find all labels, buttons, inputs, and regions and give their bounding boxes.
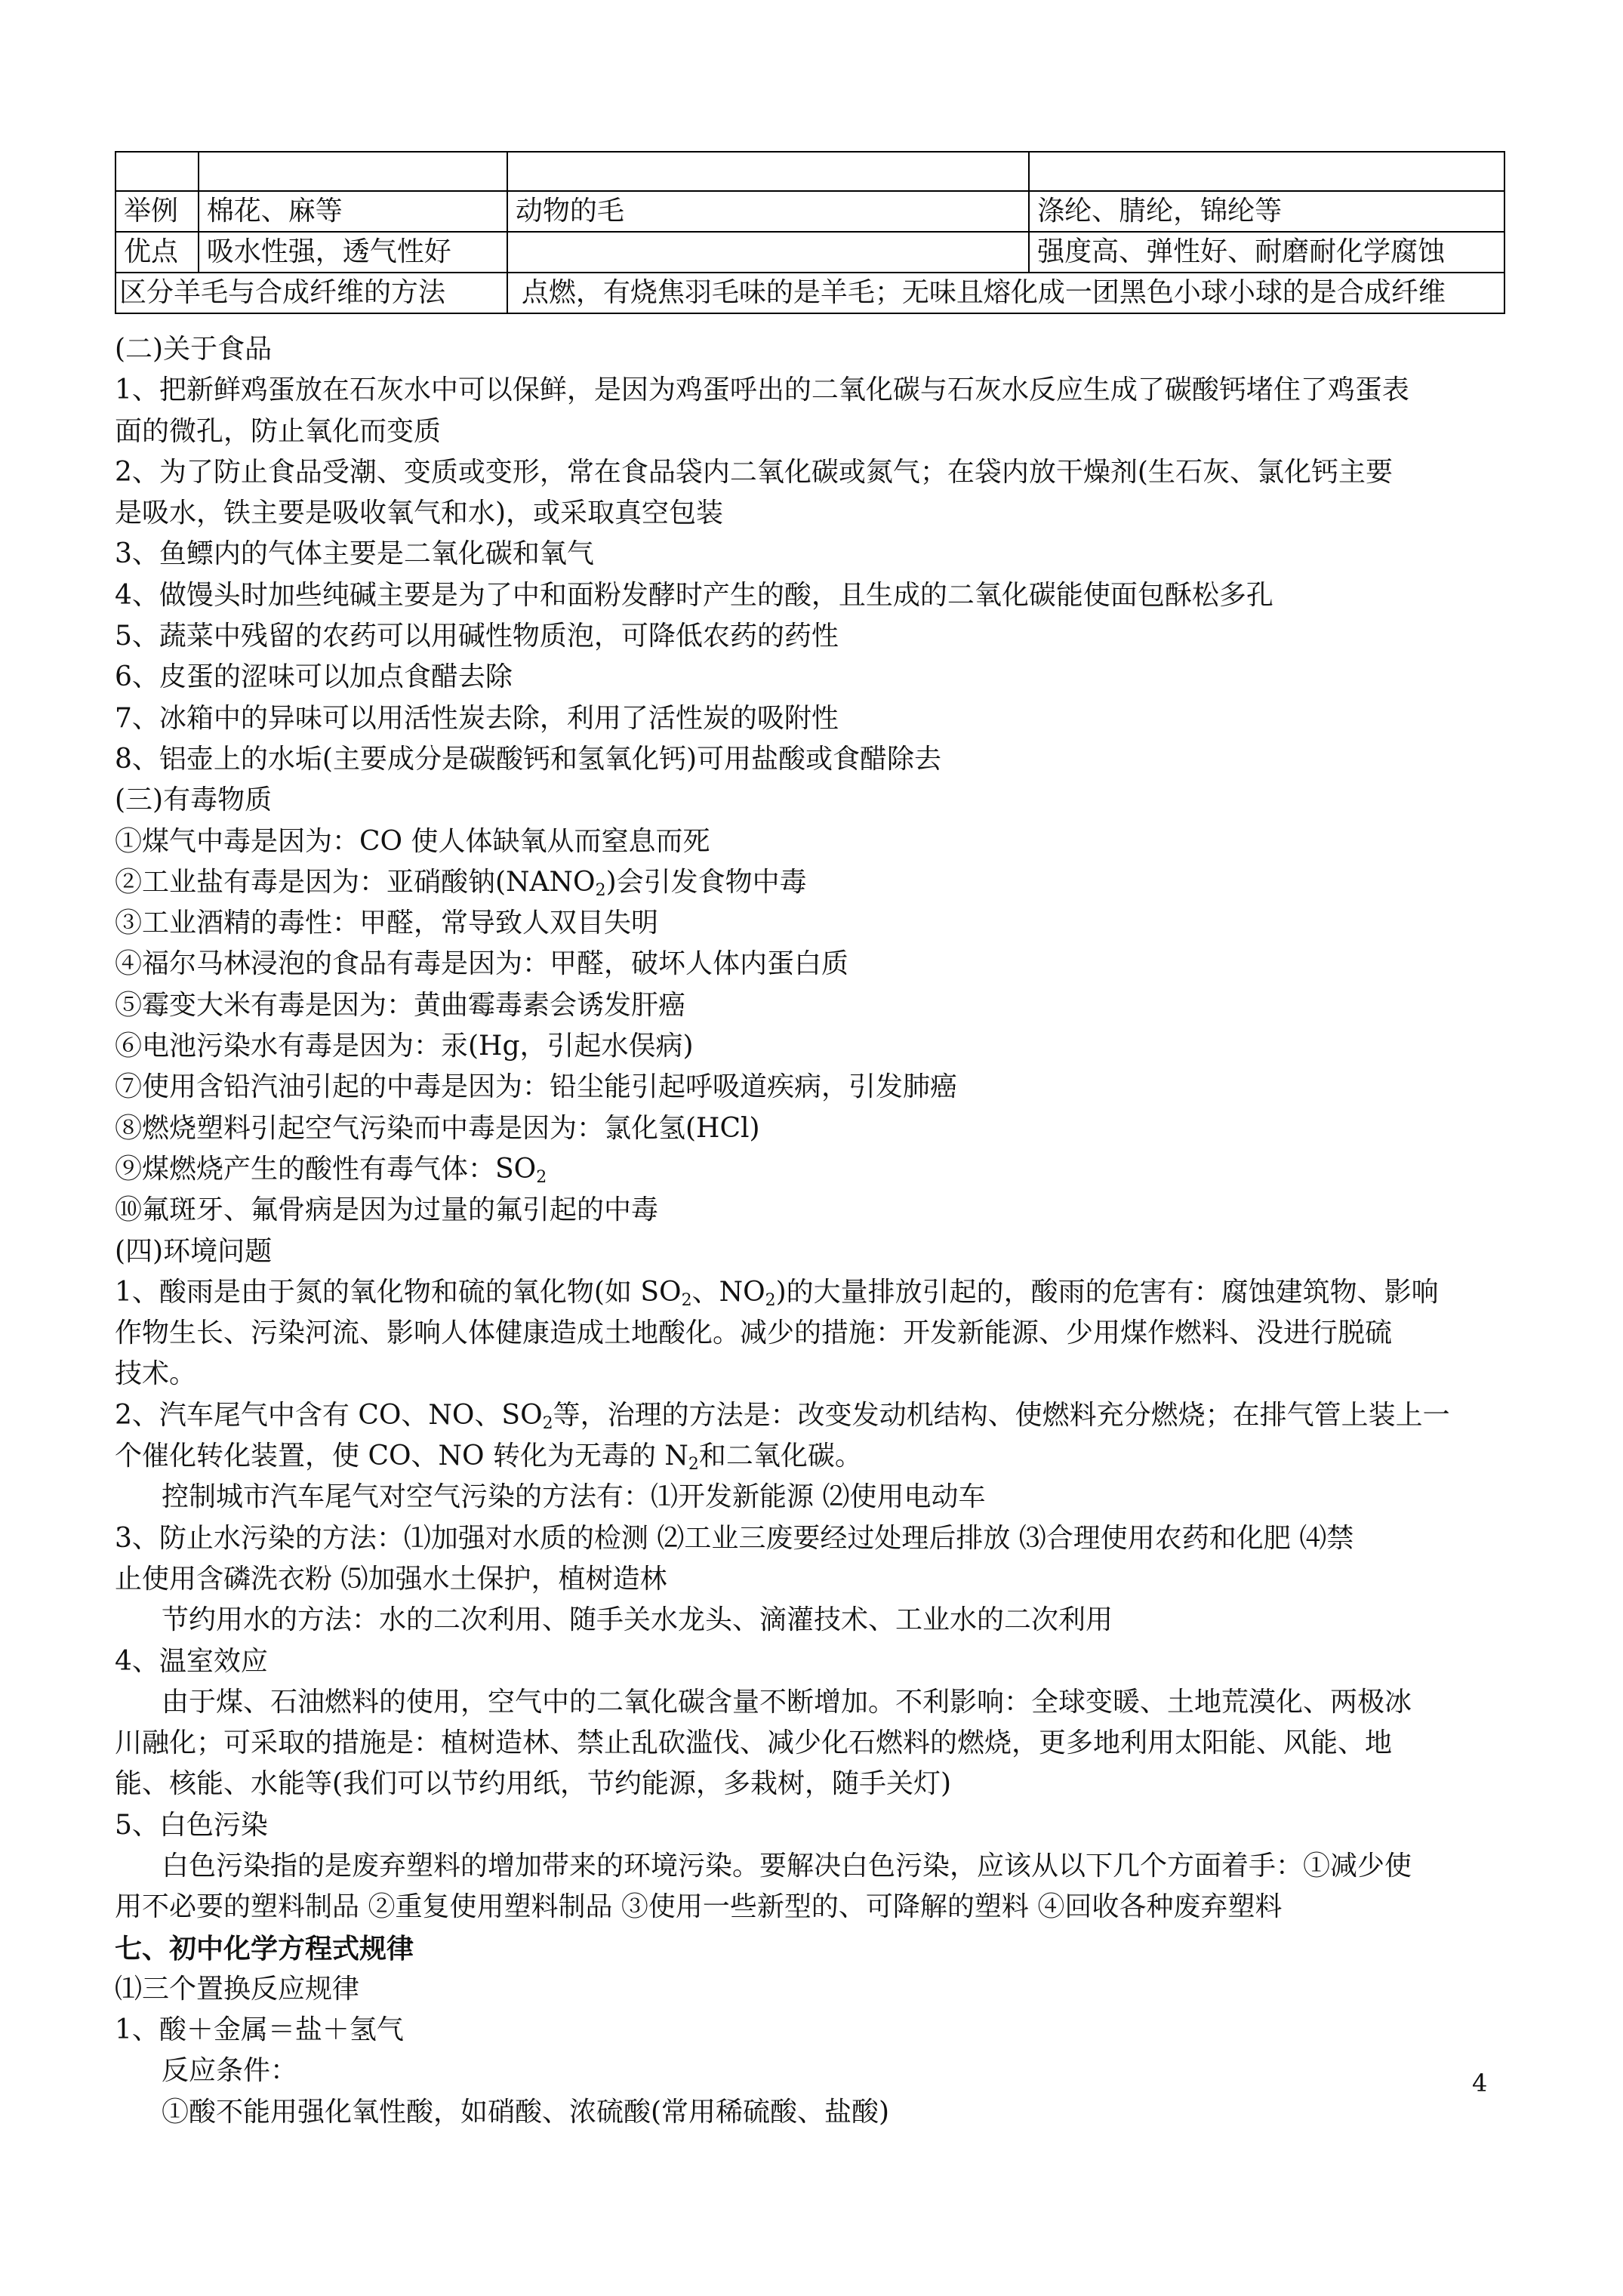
text-line: 6、皮蛋的涩味可以加点食醋去除 — [115, 661, 513, 693]
text-line: 反应条件： — [162, 2055, 298, 2087]
document-page — [115, 151, 1510, 2128]
text-line: 个催化转化装置，使 CO、NO 转化为无毒的 $N_2$和二氧化碳。 — [115, 1441, 862, 1475]
text-line: 技术。 — [115, 1358, 197, 1390]
text-line: 作物生长、污染河流、影响人体健康造成土地酸化。减少的措施：开发新能源、少用煤作燃料、没进行脱硫 — [115, 1318, 1393, 1349]
text-line: 白色污染指的是废弃塑料的增加带来的环境污染。要解决白色污染，应该从以下几个方面着手：①减少使 — [162, 1850, 1412, 1881]
text-line: 7、冰箱中的异味可以用活性炭去除，利用了活性炭的吸附性 — [115, 702, 839, 734]
distinguish-text: 点燃，有烧焦羽毛味的是羊毛；无味且熔化成一团黑色小球小球的是合成纤维 — [507, 273, 1504, 313]
text-line: 2、汽车尾气中含有 CO、NO、$SO_2$等，治理的方法是：改变发动机结构、使燃料充分燃烧；在排气管上装上一 — [115, 1399, 1450, 1433]
text-line: ⑤霉变大米有毒是因为：黄曲霉毒素会诱发肝癌 — [115, 989, 686, 1021]
section-heading-food: (二)关于食品 — [115, 334, 273, 365]
table-cell: 涤纶、腈纶，锦纶等 — [1029, 191, 1504, 232]
text-line: 由于煤、石油燃料的使用，空气中的二氧化碳含量不断增加。不利影响：全球变暖、土地荒漠化、两极冰 — [162, 1686, 1412, 1718]
text-line: 控制城市汽车尾气对空气污染的方法有：⑴开发新能源 ⑵使用电动车 — [162, 1481, 986, 1513]
table-cell: 吸水性强，透气性好 — [199, 232, 507, 273]
text-line: 川融化；可采取的措施是：植树造林、禁止乱砍滥伐、减少化石燃料的燃烧，更多地利用太阳能、风能、地 — [115, 1727, 1393, 1759]
text-line: 能、核能、水能等(我们可以节约用纸，节约能源，多栽树，随手关灯) — [115, 1768, 952, 1800]
text-line: 8、铝壶上的水垢(主要成分是碳酸钙和氢氧化钙)可用盐酸或食醋除去 — [115, 743, 941, 775]
text-line: 2、为了防止食品受潮、变质或变形，常在食品袋内二氧化碳或氮气；在袋内放干燥剂(生石灰、氯化钙主要 — [115, 456, 1393, 488]
text-line: ⑥电池污染水有毒是因为：汞(Hg，引起水俣病) — [115, 1031, 694, 1062]
chapter-heading: 七、初中化学方程式规律 — [115, 1932, 414, 1965]
text-line: ②工业盐有毒是因为：亚硝酸钠$(NANO_2)$会引发食物中毒 — [115, 866, 807, 900]
text-line: 1、酸雨是由于氮的氧化物和硫的氧化物(如 $SO_2$、$NO_2$)的大量排放引起的，酸雨的危害有：腐蚀建筑物、影响 — [115, 1276, 1439, 1310]
table-cell: 强度高、弹性好、耐磨耐化学腐蚀 — [1029, 232, 1504, 273]
text-line: ①煤气中毒是因为：CO 使人体缺氧从而窒息而死 — [115, 825, 710, 857]
text-line: ①酸不能用强化氧性酸，如硝酸、浓硫酸(常用稀硫酸、盐酸) — [162, 2096, 890, 2128]
text-line: ⑩氟斑牙、氟骨病是因为过量的氟引起的中毒 — [115, 1194, 659, 1226]
fiber-comparison-table — [115, 151, 1505, 314]
table-cell — [507, 232, 1029, 273]
text-line: 面的微孔，防止氧化而变质 — [115, 415, 442, 447]
section-heading-toxic: (三)有毒物质 — [115, 784, 273, 816]
section-heading-environment: (四)环境问题 — [115, 1235, 273, 1267]
table-cell: 棉花、麻等 — [199, 191, 507, 232]
text-line: ⑦使用含铅汽油引起的中毒是因为：铅尘能引起呼吸道疾病，引发肺癌 — [115, 1071, 958, 1103]
text-line: 5、蔬菜中残留的农药可以用碱性物质泡，可降低农药的药性 — [115, 621, 839, 652]
text-line: 1、把新鲜鸡蛋放在石灰水中可以保鲜，是因为鸡蛋呼出的二氧化碳与石灰水反应生成了碳酸钙堵住了鸡蛋表 — [115, 374, 1409, 406]
distinguish-label: 区分羊毛与合成纤维的方法 — [115, 273, 507, 313]
text-line: 节约用水的方法：水的二次利用、随手关水龙头、滴灌技术、工业水的二次利用 — [162, 1604, 1113, 1636]
text-line: ③工业酒精的毒性：甲醛，常导致人双目失明 — [115, 908, 659, 939]
table-row — [115, 191, 1504, 232]
table-row — [115, 152, 1504, 191]
text-line: ⑧燃烧塑料引起空气污染而中毒是因为：氯化氢(HCl) — [115, 1112, 760, 1144]
text-line: 5、白色污染 — [115, 1809, 268, 1841]
text-line: ⑨煤燃烧产生的酸性有毒气体：$SO_2$ — [115, 1153, 547, 1187]
text-line: 用不必要的塑料制品 ②重复使用塑料制品 ③使用一些新型的、可降解的塑料 ④回收各种废弃塑料 — [115, 1891, 1283, 1923]
text-line: 是吸水，铁主要是吸收氧气和水)，或采取真空包装 — [115, 498, 724, 529]
text-line: 4、温室效应 — [115, 1645, 268, 1677]
table-row — [115, 273, 1504, 313]
row-label: 优点 — [115, 232, 199, 273]
text-line: 3、防止水污染的方法：⑴加强对水质的检测 ⑵工业三废要经过处理后排放 ⑶合理使用农药和化肥 ⑷禁 — [115, 1522, 1354, 1554]
text-line: ⑴三个置换反应规律 — [115, 1973, 360, 2005]
text-line: 4、做馒头时加些纯碱主要是为了中和面粉发酵时产生的酸，且生成的二氧化碳能使面包酥松多孔 — [115, 579, 1273, 611]
text-line: 3、鱼鳔内的气体主要是二氧化碳和氧气 — [115, 538, 594, 570]
body-text — [115, 329, 1510, 2133]
text-line: ④福尔马林浸泡的食品有毒是因为：甲醛，破坏人体内蛋白质 — [115, 948, 849, 980]
text-line: 止使用含磷洗衣粉 ⑸加强水土保护，植树造林 — [115, 1563, 667, 1595]
page-number: 4 — [1472, 2069, 1488, 2097]
table-cell: 动物的毛 — [507, 191, 1029, 232]
row-label: 举例 — [115, 191, 199, 232]
text-line: 1、酸＋金属＝盐＋氢气 — [115, 2014, 404, 2046]
table-row — [115, 232, 1504, 273]
